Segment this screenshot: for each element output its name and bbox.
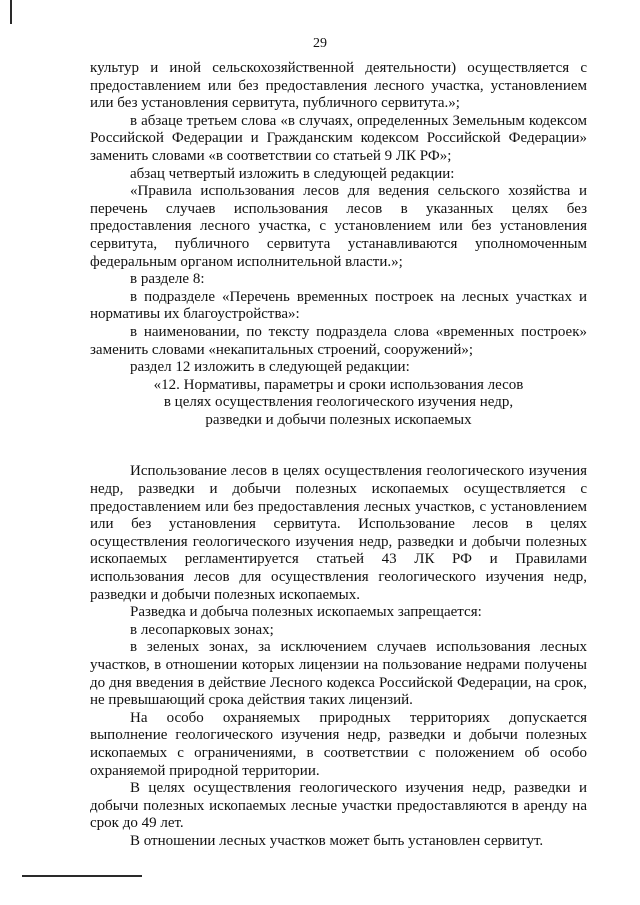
paragraph: «Правила использования лесов для ведения сельского хозяйства и перечень случаев использования лесов в указанных целях без предоставления лесного участка, с установлением или без установления сервитута, публичного сервитута устанавливаются уполномоченным федеральным органом исполнительной власти.»;	[90, 183, 587, 270]
paragraph: раздел 12 изложить в следующей редакции:	[130, 359, 410, 376]
section-heading	[90, 377, 587, 430]
paragraph: в подразделе «Перечень временных построек на лесных участках и нормативы их благоустройства»:	[90, 288, 587, 323]
paragraph: в разделе 8:	[130, 271, 205, 288]
paragraph: в зеленых зонах, за исключением случаев использования лесных участков, в отношении которых лицензии на пользование недрами получены до дня введения в действие Лесного кодекса Российской Федерации, на срок, не превышающий срока действия таких лицензий.	[90, 639, 587, 709]
paragraph: в наименовании, по тексту подраздела слова «временных построек» заменить словами «некапитальных строений, сооружений»;	[90, 323, 587, 358]
page-number: 29	[313, 36, 327, 51]
footnote-rule	[22, 875, 142, 877]
paragraph: В целях осуществления геологического изучения недр, разведки и добычи полезных ископаемых лесные участки предоставляются в аренду на срок до 49 лет.	[90, 780, 587, 832]
heading-line: «12. Нормативы, параметры и сроки использования лесов	[153, 376, 524, 393]
section-spacer	[90, 429, 587, 463]
paragraph: В отношении лесных участков может быть установлен сервитут.	[130, 832, 544, 849]
heading-line: в целях осуществления геологического изучения недр,	[163, 394, 514, 411]
paragraph: На особо охраняемых природных территориях допускается выполнение геологического изучения недр, разведки и добычи полезных ископаемых с ограничениями, в соответствии с положением об особо охраняемой природной территории.	[90, 709, 587, 779]
paragraph: в лесопарковых зонах;	[130, 621, 274, 638]
paragraph: Использование лесов в целях осуществления геологического изучения недр, разведки и добычи полезных ископаемых осуществляется с предоставлением или без предоставления лесных участков, с установлением или без установления сервитута. Использование лесов в целях осуществления геологического изучения недр, разведки и добычи полезных ископаемых регламентируется статьей 43 ЛК РФ и Правилами использования лесов для осуществления геологического изучения недр, разведки и добычи полезных ископаемых.	[90, 463, 587, 603]
scan-edge-mark	[10, 0, 12, 24]
paragraph: Разведка и добыча полезных ископаемых запрещается:	[130, 604, 482, 621]
document-body	[90, 60, 587, 851]
paragraph: абзац четвертый изложить в следующей редакции:	[130, 165, 455, 182]
heading-line: разведки и добычи полезных ископаемых	[205, 411, 472, 428]
paragraph: в абзаце третьем слова «в случаях, определенных Земельным кодексом Российской Федерации и Гражданским кодексом Российской Федерации» заменить словами «в соответствии со статьей 9 ЛК РФ»;	[90, 112, 587, 164]
paragraph: культур и иной сельскохозяйственной деятельности) осуществляется с предоставлением или без предоставления лесного участка, установлением или без установления сервитута, публичного сервитута.»;	[90, 60, 587, 112]
